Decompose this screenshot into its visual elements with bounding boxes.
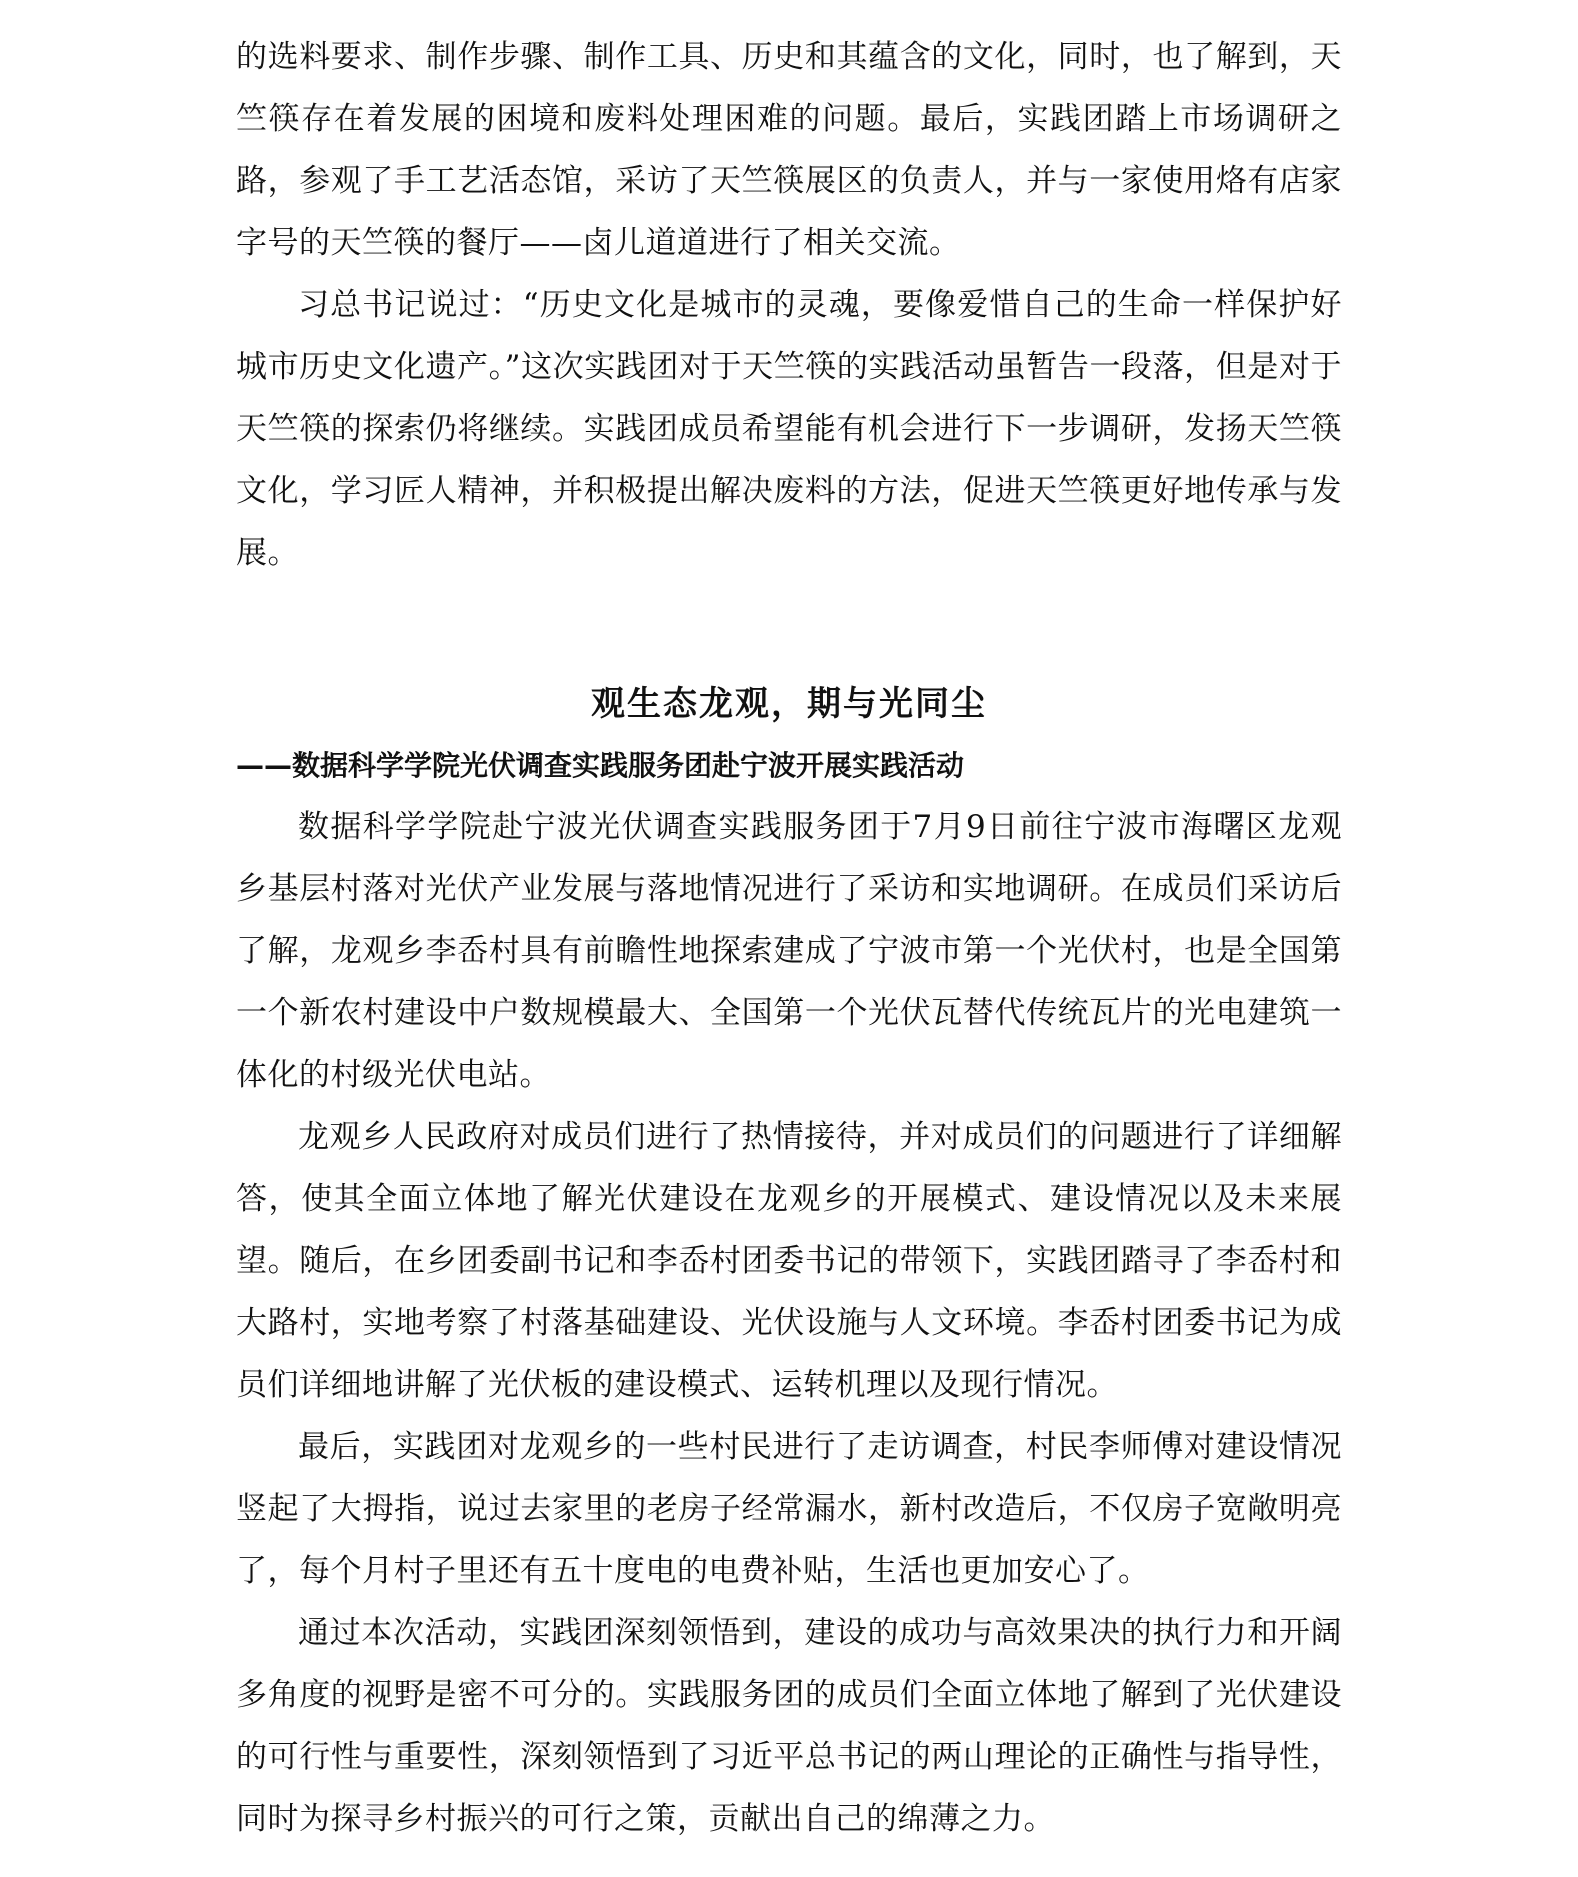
previous-article-ending [236, 0, 1342, 584]
paragraph: 通过本次活动，实践团深刻领悟到，建设的成功与高效果决的执行力和开阔多角度的视野是密不可分的。实践服务团的成员们全面立体地了解到了光伏建设的可行性与重要性，深刻领悟到了习近平总书记的两山理论的正确性与指导性，同时为探寻乡村振兴的可行之策，贡献出自己的绵薄之力。 [236, 1615, 1342, 1837]
paragraph: 习总书记说过：“历史文化是城市的灵魂，要像爱惜自己的生命一样保护好城市历史文化遗产。”这次实践团对于天竺筷的实践活动虽暂告一段落，但是对于天竺筷的探索仍将继续。实践团成员希望能有机会进行下一步调研，发扬天竺筷文化，学习匠人精神，并积极提出解决废料的方法，促进天竺筷更好地传承与发展。 [236, 287, 1342, 571]
article-title: 观生态龙观，期与光同尘 [591, 684, 987, 724]
article-subtitle: ——数据科学学院光伏调查实践服务团赴宁波开展实践活动 [236, 749, 965, 782]
document-page [236, 0, 1342, 1850]
article-body [236, 796, 1342, 1850]
paragraph: 最后，实践团对龙观乡的一些村民进行了走访调查，村民李师傅对建设情况竖起了大拇指，说过去家里的老房子经常漏水，新村改造后，不仅房子宽敞明亮了，每个月村子里还有五十度电的电费补贴，生活也更加安心了。 [236, 1429, 1342, 1589]
paragraph: 数据科学学院赴宁波光伏调查实践服务团于7月9日前往宁波市海曙区龙观乡基层村落对光伏产业发展与落地情况进行了采访和实地调研。在成员们采访后了解，龙观乡李岙村具有前瞻性地探索建成了宁波市第一个光伏村，也是全国第一个新农村建设中户数规模最大、全国第一个光伏瓦替代传统瓦片的光电建筑一体化的村级光伏电站。 [236, 809, 1342, 1093]
paragraph: 的选料要求、制作步骤、制作工具、历史和其蕴含的文化，同时，也了解到，天竺筷存在着发展的困境和废料处理困难的问题。最后，实践团踏上市场调研之路，参观了手工艺活态馆，采访了天竺筷展区的负责人，并与一家使用烙有店家字号的天竺筷的餐厅——卤儿道道进行了相关交流。 [236, 39, 1342, 261]
paragraph: 龙观乡人民政府对成员们进行了热情接待，并对成员们的问题进行了详细解答，使其全面立体地了解光伏建设在龙观乡的开展模式、建设情况以及未来展望。随后，在乡团委副书记和李岙村团委书记的带领下，实践团踏寻了李岙村和大路村，实地考察了村落基础建设、光伏设施与人文环境。李岙村团委书记为成员们详细地讲解了光伏板的建设模式、运转机理以及现行情况。 [236, 1119, 1342, 1403]
